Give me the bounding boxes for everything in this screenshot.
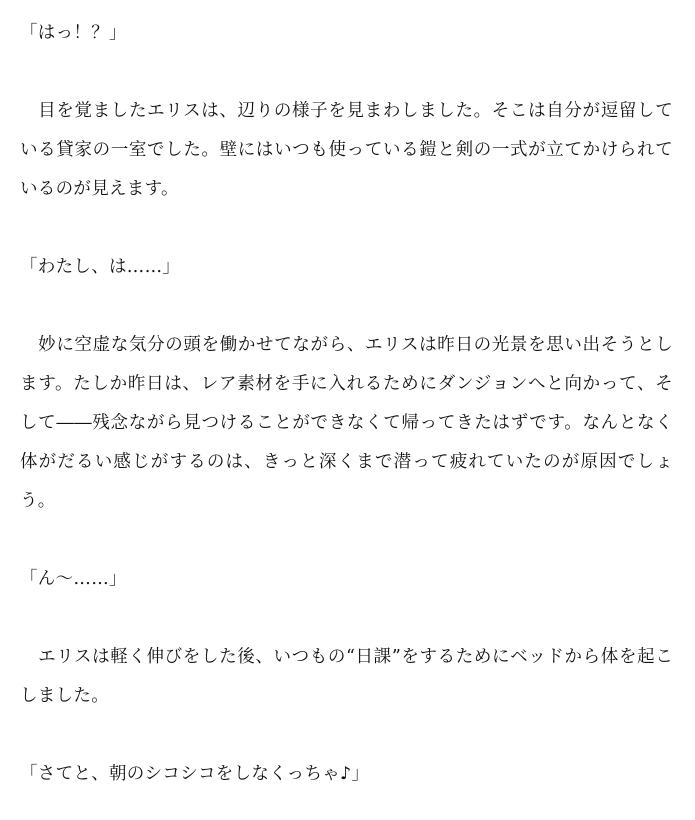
- dialogue-line-4: 「さてと、朝のシコシコをしなくっちゃ♪」: [20, 764, 370, 784]
- paragraph-spacer: [20, 716, 673, 755]
- narration-paragraph-3: エリスは軽く伸びをした後、いつもの“日課”をするためにベッドから体を起こしました。: [20, 647, 673, 706]
- narration-paragraph-2: 妙に空虚な気分の頭を働かせてながら、エリスは昨日の光景を思い出そうとします。たしか昨日は、レア素材を手に入れるためにダンジョンへと向かって、そして――残念ながら見つけることができなくて帰ってきたはずです。なんとなく体がだるい感じがするのは、きっと深くまで潜って疲れていたのが原因でしょう。: [20, 335, 673, 511]
- paragraph-spacer: [20, 53, 673, 92]
- paragraph-spacer: [20, 521, 673, 560]
- paragraph-spacer: [20, 287, 673, 326]
- dialogue-line-2: 「わたし、は……」: [20, 257, 181, 277]
- dialogue-line-3: 「ん～……」: [20, 569, 127, 589]
- paragraph-spacer: [20, 209, 673, 248]
- paragraph-spacer: [20, 599, 673, 638]
- narration-paragraph-1: 目を覚ましたエリスは、辺りの様子を見まわしました。そこは自分が逗留している貸家の一室でした。壁にはいつも使っている鎧と剣の一式が立てかけられているのが見えます。: [20, 101, 673, 199]
- dialogue-line-1: 「はっ！？」: [20, 23, 127, 43]
